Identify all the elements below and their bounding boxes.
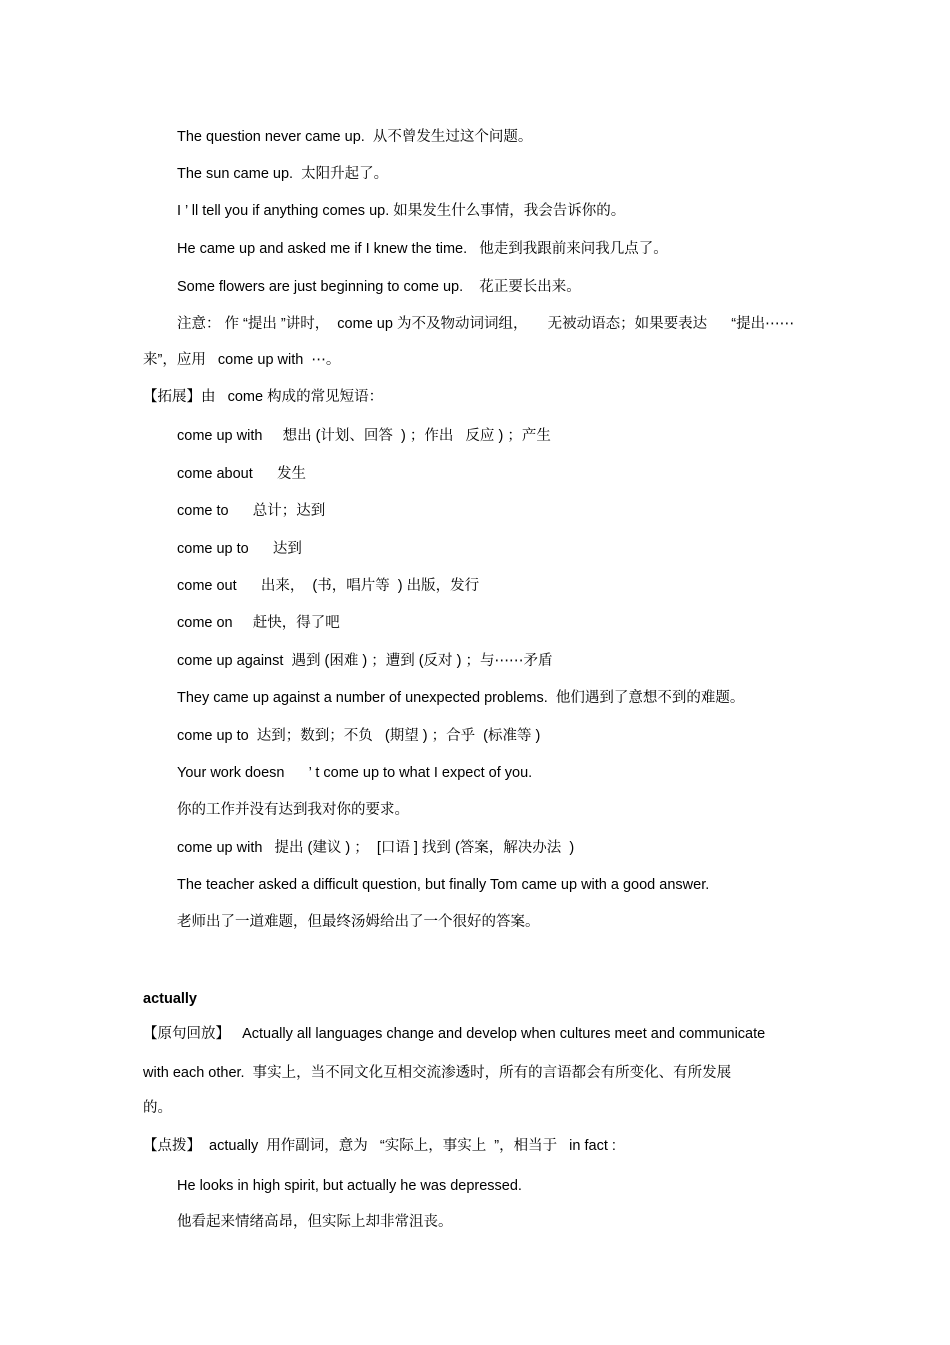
example-sentence: I ’ ll tell you if anything comes up. 如果发生什么事情，我会告诉你的。 xyxy=(177,203,626,219)
example-translation: 他看起来情绪高昂，但实际上却非常沮丧。 xyxy=(177,1214,453,1230)
phrase-entry: come up to 达到 xyxy=(177,541,302,557)
phrase-entry: come to 总计；达到 xyxy=(177,503,326,519)
example-sentence: The teacher asked a difficult question, but finally Tom came up with a good answer. xyxy=(177,877,710,893)
phrase-entry: come on 赶快，得了吧 xyxy=(177,615,340,631)
phrase-entry: come out 出来， (书，唱片等 ) 出版，发行 xyxy=(177,578,480,594)
example-sentence: The question never came up. 从不曾发生过这个问题。 xyxy=(177,129,533,145)
phrase-entry: come about 发生 xyxy=(177,466,306,482)
vocab-heading: actually xyxy=(143,991,197,1007)
note-paragraph: 注意： 作 “提出 ”讲时， come up 为不及物动词词组， 无被动语态；如果要表达 “提出⋯⋯ xyxy=(177,316,795,332)
extension-heading: 【拓展】由 come 构成的常见短语： xyxy=(143,389,384,405)
example-sentence: Your work doesn ’ t come up to what I expect of you. xyxy=(177,765,533,781)
note-paragraph-cont: 来”，应用 come up with ⋯。 xyxy=(143,352,341,368)
example-sentence: He came up and asked me if I knew the time. 他走到我跟前来问我几点了。 xyxy=(177,241,668,257)
example-sentence: The sun came up. 太阳升起了。 xyxy=(177,166,389,182)
phrase-entry: come up with 提出 (建议 ) ； [口语 ] 找到 (答案，解决办法 ) xyxy=(177,840,575,856)
phrase-entry: come up with 想出 (计划、回答 ) ；作出 反应 ) ；产生 xyxy=(177,428,551,444)
tip-paragraph: 【点拨】 actually 用作副词，意为 “实际上，事实上 ”，相当于 in fact : xyxy=(143,1138,616,1154)
phrase-entry: come up to 达到；数到；不负 (期望 ) ；合乎 (标准等 ) xyxy=(177,728,541,744)
example-sentence: Some flowers are just beginning to come up. 花正要长出来。 xyxy=(177,279,581,295)
original-sentence-cont: 的。 xyxy=(143,1100,172,1116)
phrase-entry: come up against 遇到 (困难 ) ；遭到 (反对 ) ；与⋯⋯矛盾 xyxy=(177,653,553,669)
original-sentence-cont: with each other. 事实上，当不同文化互相交流渗透时，所有的言语都会有所变化、有所发展 xyxy=(143,1065,732,1081)
original-sentence: 【原句回放】 Actually all languages change and develop when cultures meet and communicate xyxy=(143,1026,766,1042)
example-translation: 老师出了一道难题，但最终汤姆给出了一个很好的答案。 xyxy=(177,914,540,930)
example-translation: 你的工作并没有达到我对你的要求。 xyxy=(177,802,409,818)
example-sentence: They came up against a number of unexpected problems. 他们遇到了意想不到的难题。 xyxy=(177,690,745,706)
example-sentence: He looks in high spirit, but actually he was depressed. xyxy=(177,1178,522,1194)
